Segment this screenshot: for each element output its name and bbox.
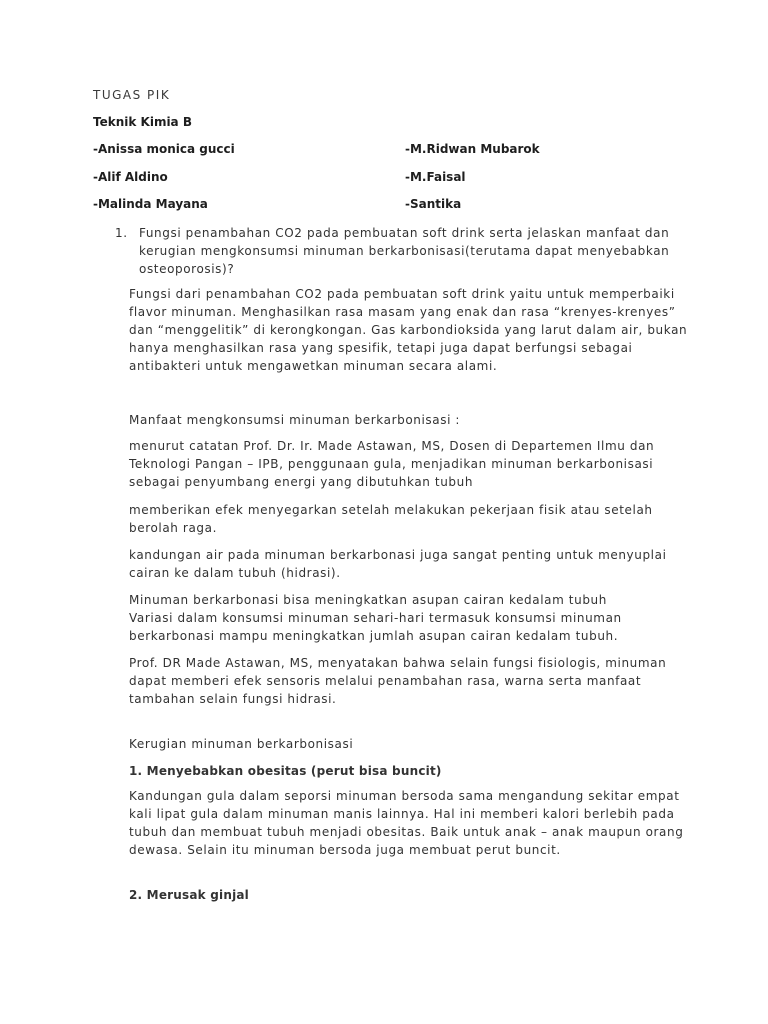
member-right-1: -M.Ridwan Mubarok	[405, 142, 540, 156]
member-right-2: -M.Faisal	[405, 170, 466, 184]
member-left-3: -Malinda Mayana	[93, 197, 208, 211]
question-item	[115, 224, 685, 278]
member-left-2: -Alif Aldino	[93, 170, 168, 184]
drawback-1-title: 1. Menyebabkan obesitas (perut bisa buncit)	[129, 764, 442, 778]
question-number: 1.	[115, 226, 128, 240]
document-title: TUGAS PIK	[93, 88, 171, 102]
benefit-paragraph-3: kandungan air pada minuman berkarbonasi juga sangat penting untuk menyuplai cairan ke dalam tubuh (hidrasi).	[129, 548, 667, 580]
drawback-1-text: Kandungan gula dalam seporsi minuman bersoda sama mengandung sekitar empat kali lipat gula dalam minuman manis lainnya. Hal ini memberi kalori berlebih pada tubuh dan membuat tubuh menjadi obesitas. Baik untuk anak – anak maupun orang dewasa. Selain itu minuman bersoda juga membuat perut buncit.	[129, 789, 684, 857]
drawbacks-heading: Kerugian minuman berkarbonisasi	[129, 737, 354, 751]
member-left-1: -Anissa monica gucci	[93, 142, 235, 156]
benefits-heading: Manfaat mengkonsumsi minuman berkarbonisasi :	[129, 413, 461, 427]
class-name: Teknik Kimia B	[93, 115, 192, 129]
benefit-paragraph-4-line1: Minuman berkarbonasi bisa meningkatkan asupan cairan kedalam tubuh	[129, 593, 607, 607]
benefit-paragraph-4-line2: Variasi dalam konsumsi minuman sehari-hari termasuk konsumsi minuman berkarbonasi mampu meningkatkan jumlah asupan cairan kedalam tubuh.	[129, 611, 622, 643]
member-right-3: -Santika	[405, 197, 462, 211]
drawback-2-title: 2. Merusak ginjal	[129, 888, 249, 902]
question-text: Fungsi penambahan CO2 pada pembuatan soft drink serta jelaskan manfaat dan kerugian mengkonsumsi minuman berkarbonisasi(terutama dapat menyebabkan osteoporosis)?	[139, 226, 670, 276]
function-paragraph: Fungsi dari penambahan CO2 pada pembuatan soft drink yaitu untuk memperbaiki flavor minuman. Menghasilkan rasa masam yang enak dan rasa “krenyes-krenyes” dan “menggelitik” di kerongkongan. Gas karbondioksida yang larut dalam air, bukan hanya menghasilkan rasa yang spesifik, tetapi juga dapat berfungsi sebagai antibakteri untuk mengawetkan minuman secara alami.	[129, 287, 688, 373]
benefit-paragraph-1: menurut catatan Prof. Dr. Ir. Made Astawan, MS, Dosen di Departemen Ilmu dan Teknologi Pangan – IPB, penggunaan gula, menjadikan minuman berkarbonisasi sebagai penyumbang energi yang dibutuhkan tubuh	[129, 439, 655, 489]
benefit-paragraph-2: memberikan efek menyegarkan setelah melakukan pekerjaan fisik atau setelah berolah raga.	[129, 503, 653, 535]
benefit-paragraph-5: Prof. DR Made Astawan, MS, menyatakan bahwa selain fungsi fisiologis, minuman dapat memberi efek sensoris melalui penambahan rasa, warna serta manfaat tambahan selain fungsi hidrasi.	[129, 656, 667, 706]
